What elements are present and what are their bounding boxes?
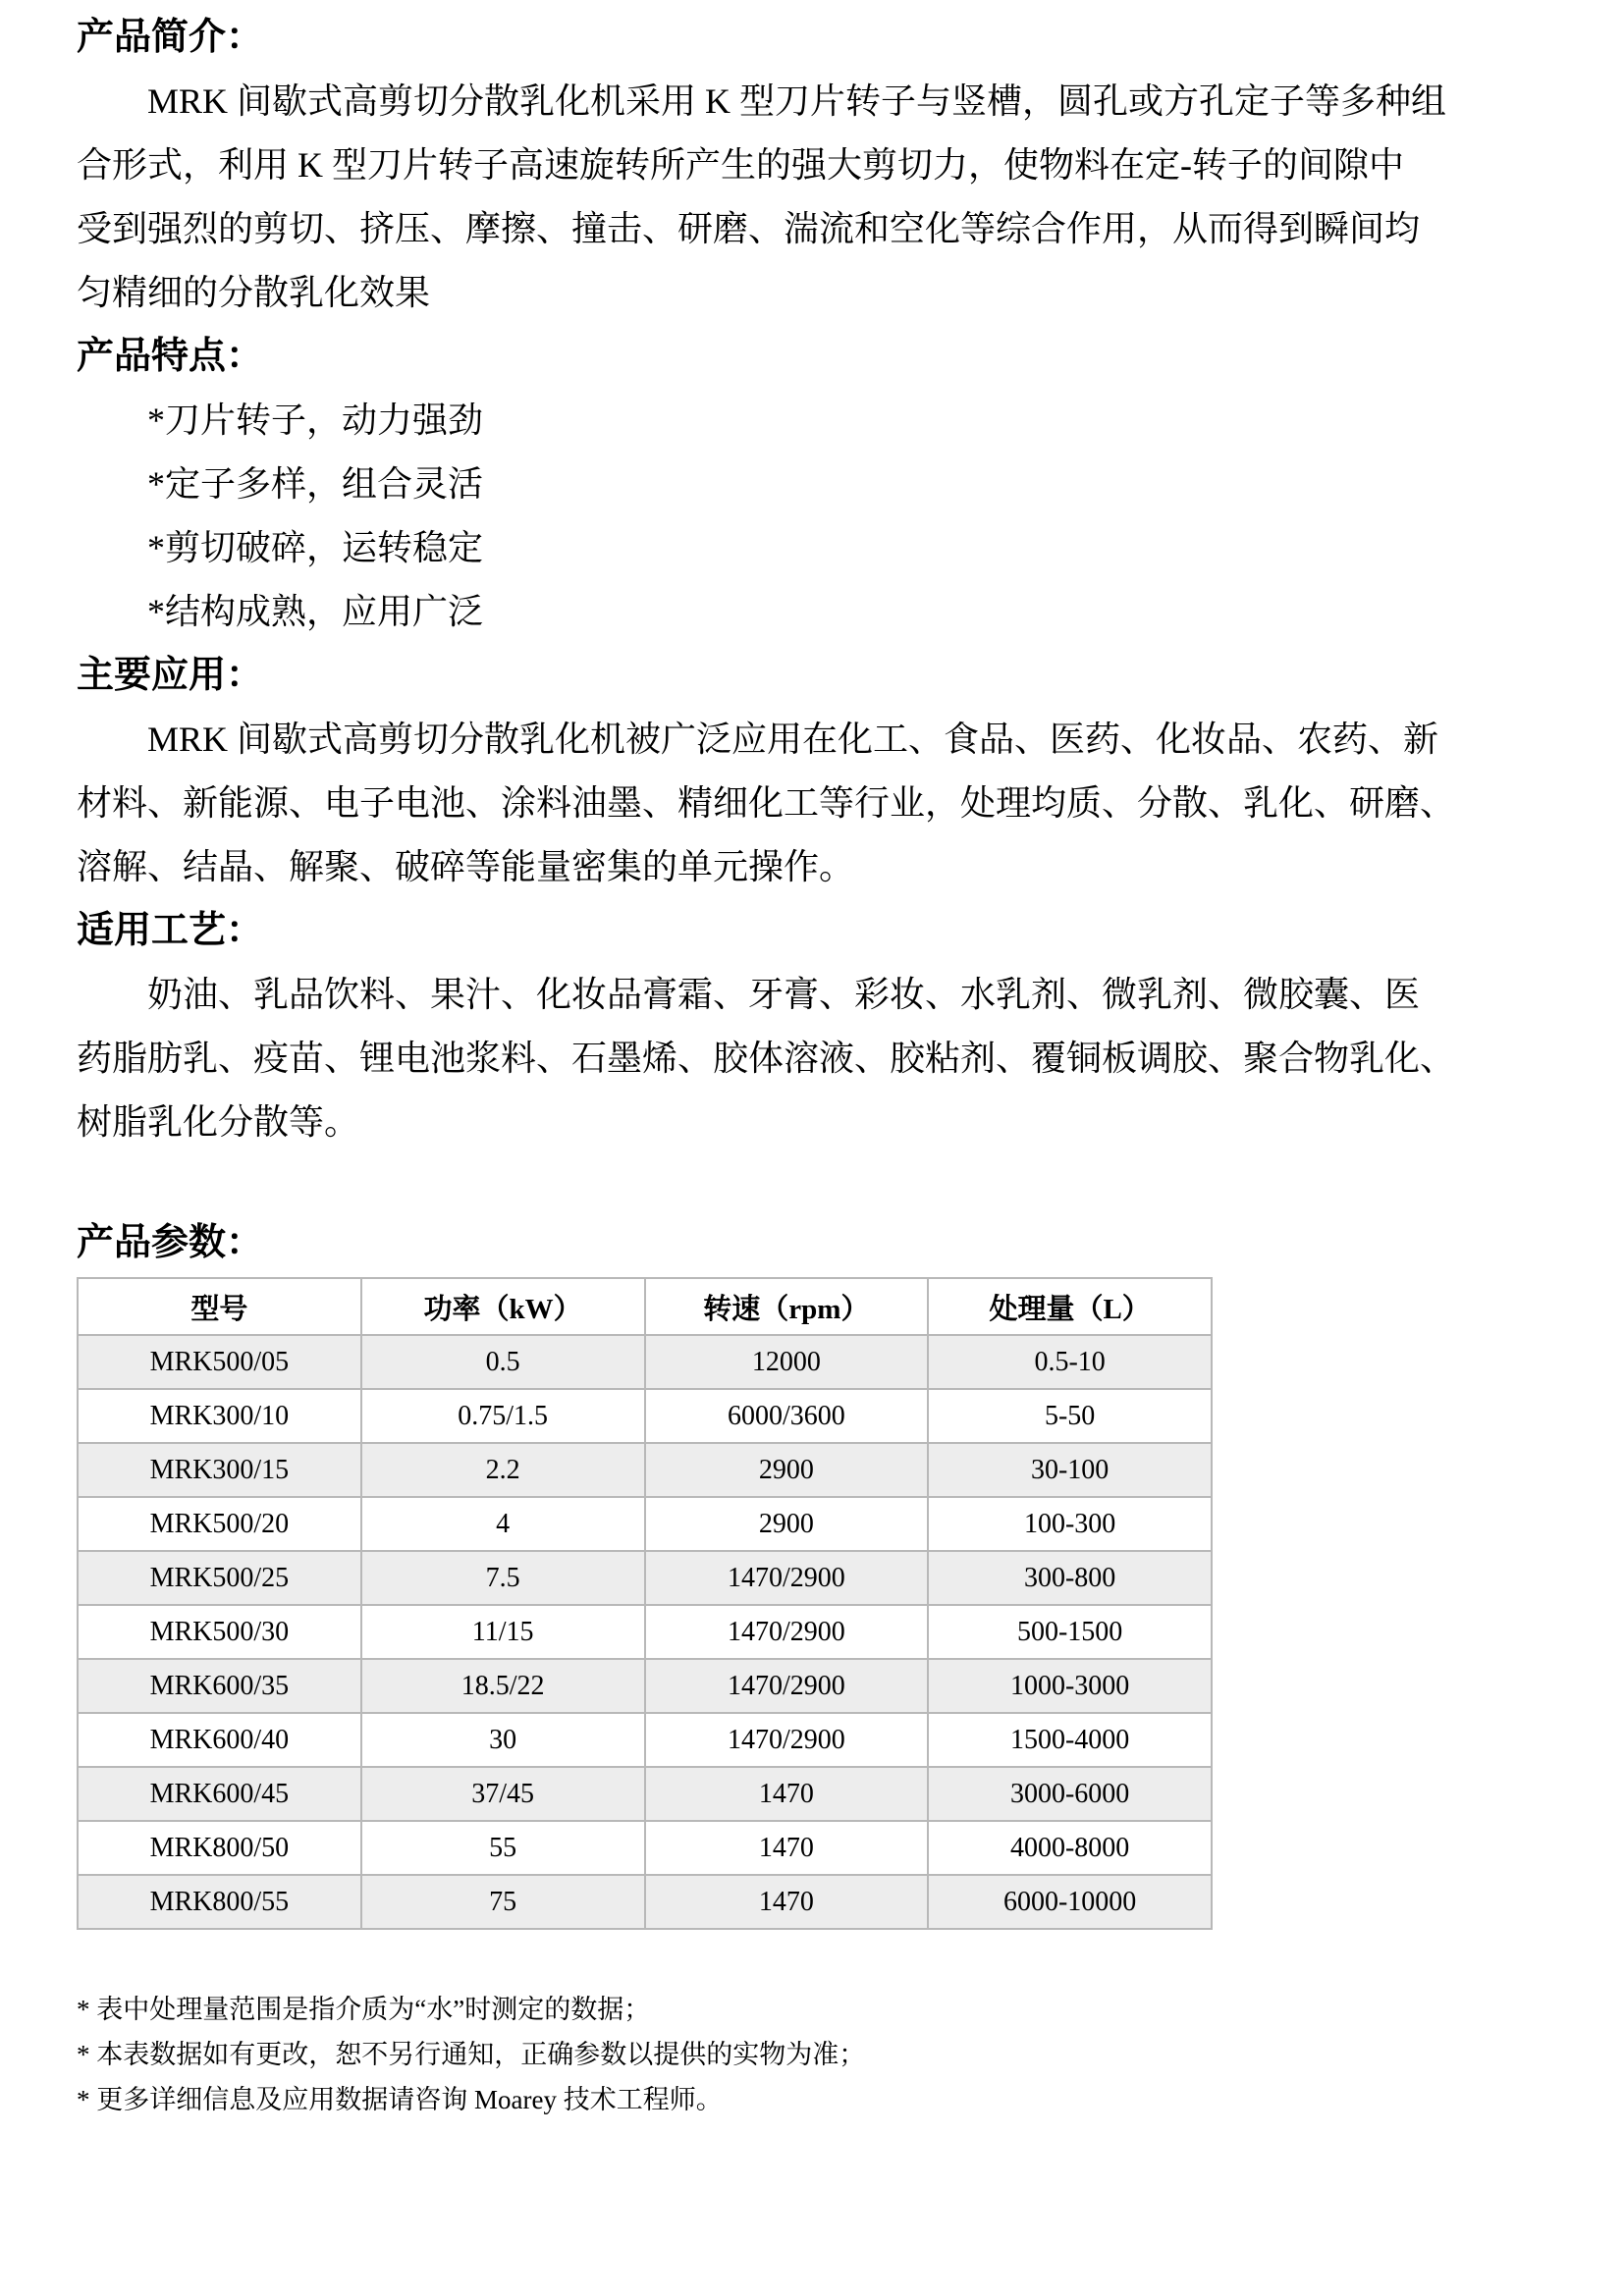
table-row xyxy=(78,1335,1212,1389)
table-cell: MRK600/35 xyxy=(78,1659,361,1713)
table-row xyxy=(78,1821,1212,1875)
table-row xyxy=(78,1389,1212,1443)
footnotes xyxy=(77,1987,1314,2122)
intro-line: 匀精细的分散乳化效果 xyxy=(77,273,431,312)
table-cell: 55 xyxy=(361,1821,645,1875)
table-cell: 2900 xyxy=(645,1497,929,1551)
table-header-row xyxy=(78,1278,1212,1335)
table-cell: MRK500/05 xyxy=(78,1335,361,1389)
parameters-table-head xyxy=(78,1278,1212,1335)
table-cell: 1470/2900 xyxy=(645,1551,929,1605)
table-cell: MRK800/55 xyxy=(78,1875,361,1929)
section-heading-processes: 适用工艺： xyxy=(77,910,264,951)
table-cell: MRK300/10 xyxy=(78,1389,361,1443)
document-content xyxy=(77,6,1456,2122)
table-cell: 4 xyxy=(361,1497,645,1551)
footnote: * 表中处理量范围是指介质为“水”时测定的数据； xyxy=(77,1995,651,2024)
table-cell: 2.2 xyxy=(361,1443,645,1497)
table-cell: 30-100 xyxy=(928,1443,1212,1497)
table-cell: 1500-4000 xyxy=(928,1713,1212,1767)
table-cell: 1470/2900 xyxy=(645,1659,929,1713)
section-heading-parameters: 产品参数： xyxy=(77,1222,264,1263)
intro-line: 受到强烈的剪切、挤压、摩擦、撞击、研磨、湍流和空化等综合作用，从而得到瞬间均 xyxy=(77,209,1421,248)
feature-item: *结构成熟，应用广泛 xyxy=(147,592,484,631)
applications-line: 溶解、结晶、解聚、破碎等能量密集的单元操作。 xyxy=(77,847,855,886)
table-cell: MRK800/50 xyxy=(78,1821,361,1875)
table-cell: 1000-3000 xyxy=(928,1659,1212,1713)
table-cell: 0.75/1.5 xyxy=(361,1389,645,1443)
table-cell: 4000-8000 xyxy=(928,1821,1212,1875)
table-cell: 6000/3600 xyxy=(645,1389,929,1443)
table-row xyxy=(78,1875,1212,1929)
table-cell: 75 xyxy=(361,1875,645,1929)
table-row xyxy=(78,1497,1212,1551)
table-cell: 6000-10000 xyxy=(928,1875,1212,1929)
table-cell: MRK500/30 xyxy=(78,1605,361,1659)
table-cell: 1470/2900 xyxy=(645,1713,929,1767)
applications-line: 材料、新能源、电子电池、涂料油墨、精细化工等行业，处理均质、分散、乳化、研磨、 xyxy=(77,783,1456,823)
table-cell: 100-300 xyxy=(928,1497,1212,1551)
section-heading-features: 产品特点： xyxy=(77,336,264,377)
processes-line: 树脂乳化分散等。 xyxy=(77,1102,360,1142)
column-header: 处理量（L） xyxy=(928,1278,1212,1335)
processes-line: 奶油、乳品饮料、果汁、化妆品膏霜、牙膏、彩妆、水乳剂、微乳剂、微胶囊、医 xyxy=(147,975,1421,1014)
table-cell: 7.5 xyxy=(361,1551,645,1605)
table-cell: 11/15 xyxy=(361,1605,645,1659)
intro-line: MRK 间歇式高剪切分散乳化机采用 K 型刀片转子与竖槽，圆孔或方孔定子等多种组 xyxy=(147,81,1447,121)
column-header: 型号 xyxy=(78,1278,361,1335)
processes-line: 药脂肪乳、疫苗、锂电池浆料、石墨烯、胶体溶液、胶粘剂、覆铜板调胶、聚合物乳化、 xyxy=(77,1039,1456,1078)
table-cell: 0.5-10 xyxy=(928,1335,1212,1389)
table-cell: MRK500/25 xyxy=(78,1551,361,1605)
footnote: * 更多详细信息及应用数据请咨询 Moarey 技术工程师。 xyxy=(77,2085,723,2114)
table-cell: 1470 xyxy=(645,1875,929,1929)
table-row xyxy=(78,1767,1212,1821)
feature-item: *定子多样，组合灵活 xyxy=(147,464,484,504)
table-cell: 300-800 xyxy=(928,1551,1212,1605)
column-header: 功率（kW） xyxy=(361,1278,645,1335)
table-row xyxy=(78,1659,1212,1713)
table-cell: 30 xyxy=(361,1713,645,1767)
footnote: * 本表数据如有更改，恕不另行通知，正确参数以提供的实物为准； xyxy=(77,2040,866,2069)
table-cell: 500-1500 xyxy=(928,1605,1212,1659)
section-heading-applications: 主要应用： xyxy=(77,655,264,696)
parameters-table xyxy=(77,1277,1213,1930)
table-row xyxy=(78,1551,1212,1605)
column-header: 转速（rpm） xyxy=(645,1278,929,1335)
table-cell: MRK500/20 xyxy=(78,1497,361,1551)
table-cell: 1470 xyxy=(645,1821,929,1875)
table-row xyxy=(78,1605,1212,1659)
table-cell: 5-50 xyxy=(928,1389,1212,1443)
section-gap xyxy=(77,1154,1314,1211)
section-heading-intro: 产品简介： xyxy=(77,17,264,58)
feature-item: *剪切破碎，运转稳定 xyxy=(147,528,484,567)
table-cell: MRK600/45 xyxy=(78,1767,361,1821)
table-row xyxy=(78,1443,1212,1497)
table-row xyxy=(78,1713,1212,1767)
feature-item: *刀片转子，动力强劲 xyxy=(147,400,484,440)
table-cell: 0.5 xyxy=(361,1335,645,1389)
table-cell: MRK600/40 xyxy=(78,1713,361,1767)
table-cell: 1470/2900 xyxy=(645,1605,929,1659)
table-cell: 37/45 xyxy=(361,1767,645,1821)
table-cell: 18.5/22 xyxy=(361,1659,645,1713)
table-cell: 1470 xyxy=(645,1767,929,1821)
table-cell: MRK300/15 xyxy=(78,1443,361,1497)
table-cell: 2900 xyxy=(645,1443,929,1497)
parameters-table-body xyxy=(78,1335,1212,1929)
applications-line: MRK 间歇式高剪切分散乳化机被广泛应用在化工、食品、医药、化妆品、农药、新 xyxy=(147,720,1439,759)
table-cell: 12000 xyxy=(645,1335,929,1389)
intro-line: 合形式，利用 K 型刀片转子高速旋转所产生的强大剪切力，使物料在定-转子的间隙中 xyxy=(77,145,1404,185)
table-cell: 3000-6000 xyxy=(928,1767,1212,1821)
